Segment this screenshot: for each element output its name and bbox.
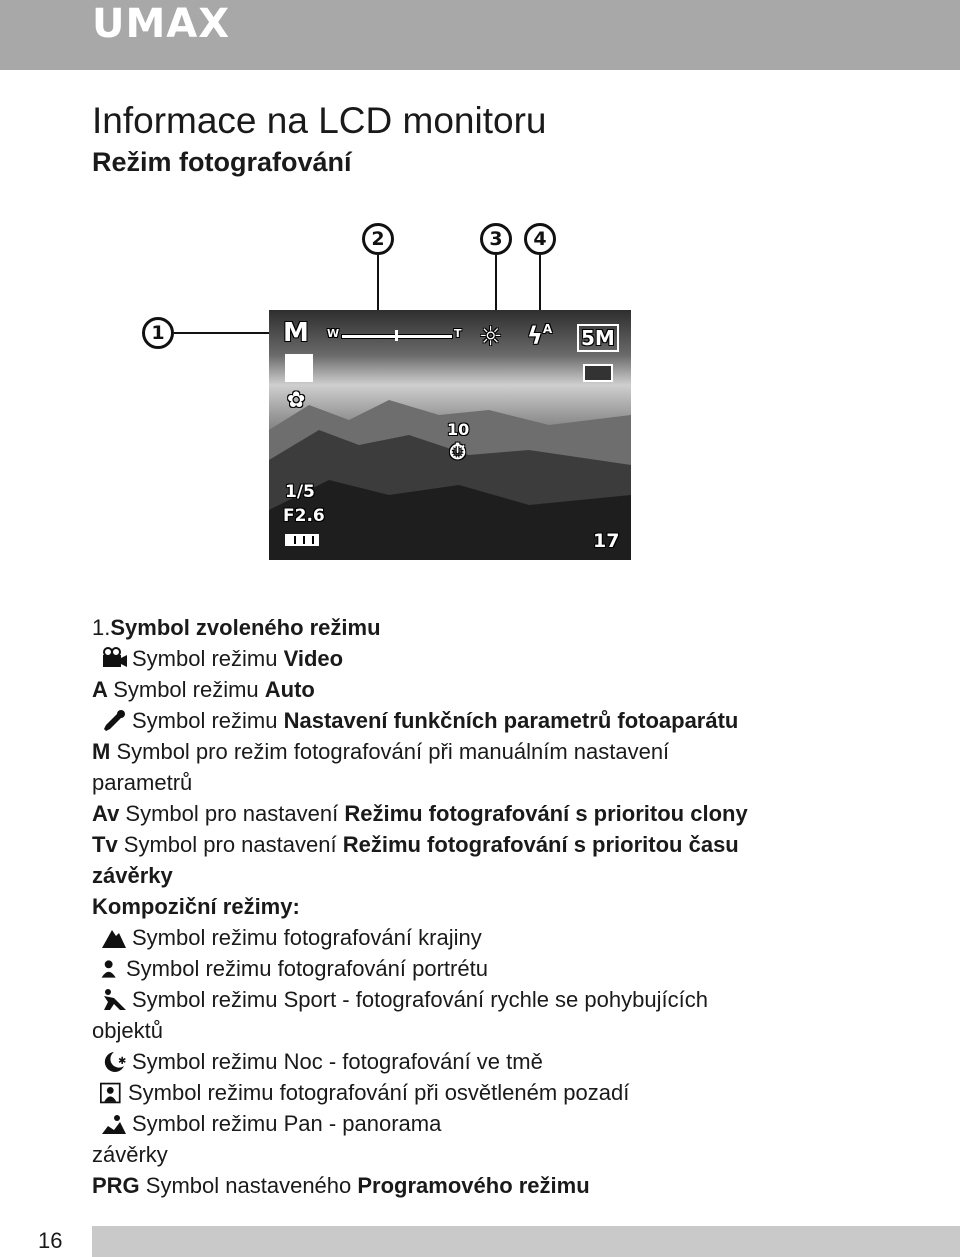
- list-item: Symbol režimu fotografování krajiny: [92, 922, 892, 953]
- brand-logo: UMAX: [92, 1, 231, 47]
- page-title: Informace na LCD monitoru: [92, 100, 547, 141]
- lcd-shots-remaining: 17: [593, 530, 620, 552]
- list-item: Symbol režimu Sport - fotografování rychle se pohybujících: [92, 984, 892, 1015]
- page-subtitle: Režim fotografování: [92, 147, 352, 177]
- mode-description-list: [92, 612, 892, 1201]
- lcd-white-square-icon: [285, 354, 313, 382]
- zoom-bar-marker: [395, 330, 398, 341]
- video-camera-icon: [100, 647, 128, 671]
- lcd-shutter-speed: 1/5: [285, 482, 315, 502]
- macro-flower-icon: ✿: [287, 388, 306, 413]
- battery-icon: [285, 534, 319, 546]
- list-item: objektů: [92, 1018, 163, 1043]
- lcd-zoom-t: T: [454, 327, 462, 340]
- list-item: Symbol režimu Nastavení funkčních parametrů fotoaparátu: [92, 705, 892, 736]
- list-item: parametrů: [92, 770, 193, 795]
- list-item: M Symbol pro režim fotografování při manuálním nastavení: [92, 739, 670, 764]
- page-number: 16: [38, 1228, 63, 1253]
- lcd-figure: [130, 215, 640, 575]
- lcd-aperture: F2.6: [283, 506, 325, 526]
- header-bar: [0, 0, 960, 70]
- list-item: Symbol režimu fotografování při osvětleném pozadí: [92, 1077, 892, 1108]
- callout-2: 2: [362, 223, 394, 255]
- svg-text:✱: ✱: [118, 1055, 127, 1067]
- wrench-settings-icon: [100, 709, 128, 733]
- lcd-self-timer-value: 10: [447, 420, 470, 439]
- landscape-mountain-icon: [100, 926, 128, 950]
- list-item: závěrky: [92, 863, 173, 888]
- self-timer-icon: ⏱: [449, 440, 467, 465]
- list-item: závěrky: [92, 1142, 168, 1167]
- list-item: Kompoziční režimy:: [92, 894, 300, 919]
- list-item: ✱ Symbol režimu Noc - fotografování ve tmě: [92, 1046, 892, 1077]
- flash-auto-icon: $ϟ^A$: [527, 322, 553, 350]
- list-item: PRG Symbol nastaveného Programového režimu: [92, 1173, 590, 1198]
- sport-runner-icon: [100, 988, 128, 1012]
- footer-bar: [92, 1226, 960, 1257]
- lcd-zoom-w: W: [327, 327, 340, 340]
- lcd-screen: [269, 310, 631, 560]
- list-item: Symbol režimu Video: [92, 643, 892, 674]
- backlight-portrait-icon: [100, 1081, 124, 1105]
- callout-1: 1: [142, 317, 174, 349]
- portrait-person-icon: [100, 957, 122, 981]
- panorama-icon: [100, 1112, 128, 1136]
- list-item: Tv Symbol pro nastavení Režimu fotografování s prioritou času: [92, 832, 739, 857]
- white-balance-sun-icon: ☼: [479, 322, 503, 352]
- list-item: Symbol režimu Pan - panorama: [92, 1108, 892, 1139]
- quality-icon: [583, 364, 613, 382]
- night-moon-icon: [100, 1050, 128, 1074]
- callout-4: 4: [524, 223, 556, 255]
- callout-3: 3: [480, 223, 512, 255]
- list-item: Symbol režimu fotografování portrétu: [92, 953, 892, 984]
- lcd-mode-indicator: M: [283, 318, 309, 348]
- lcd-resolution: 5M: [577, 324, 619, 352]
- list-item: A Symbol režimu Auto: [92, 677, 315, 702]
- list-item: 1. Symbol zvoleného režimu: [92, 615, 381, 640]
- list-item: Av Symbol pro nastavení Režimu fotografování s prioritou clony: [92, 801, 748, 826]
